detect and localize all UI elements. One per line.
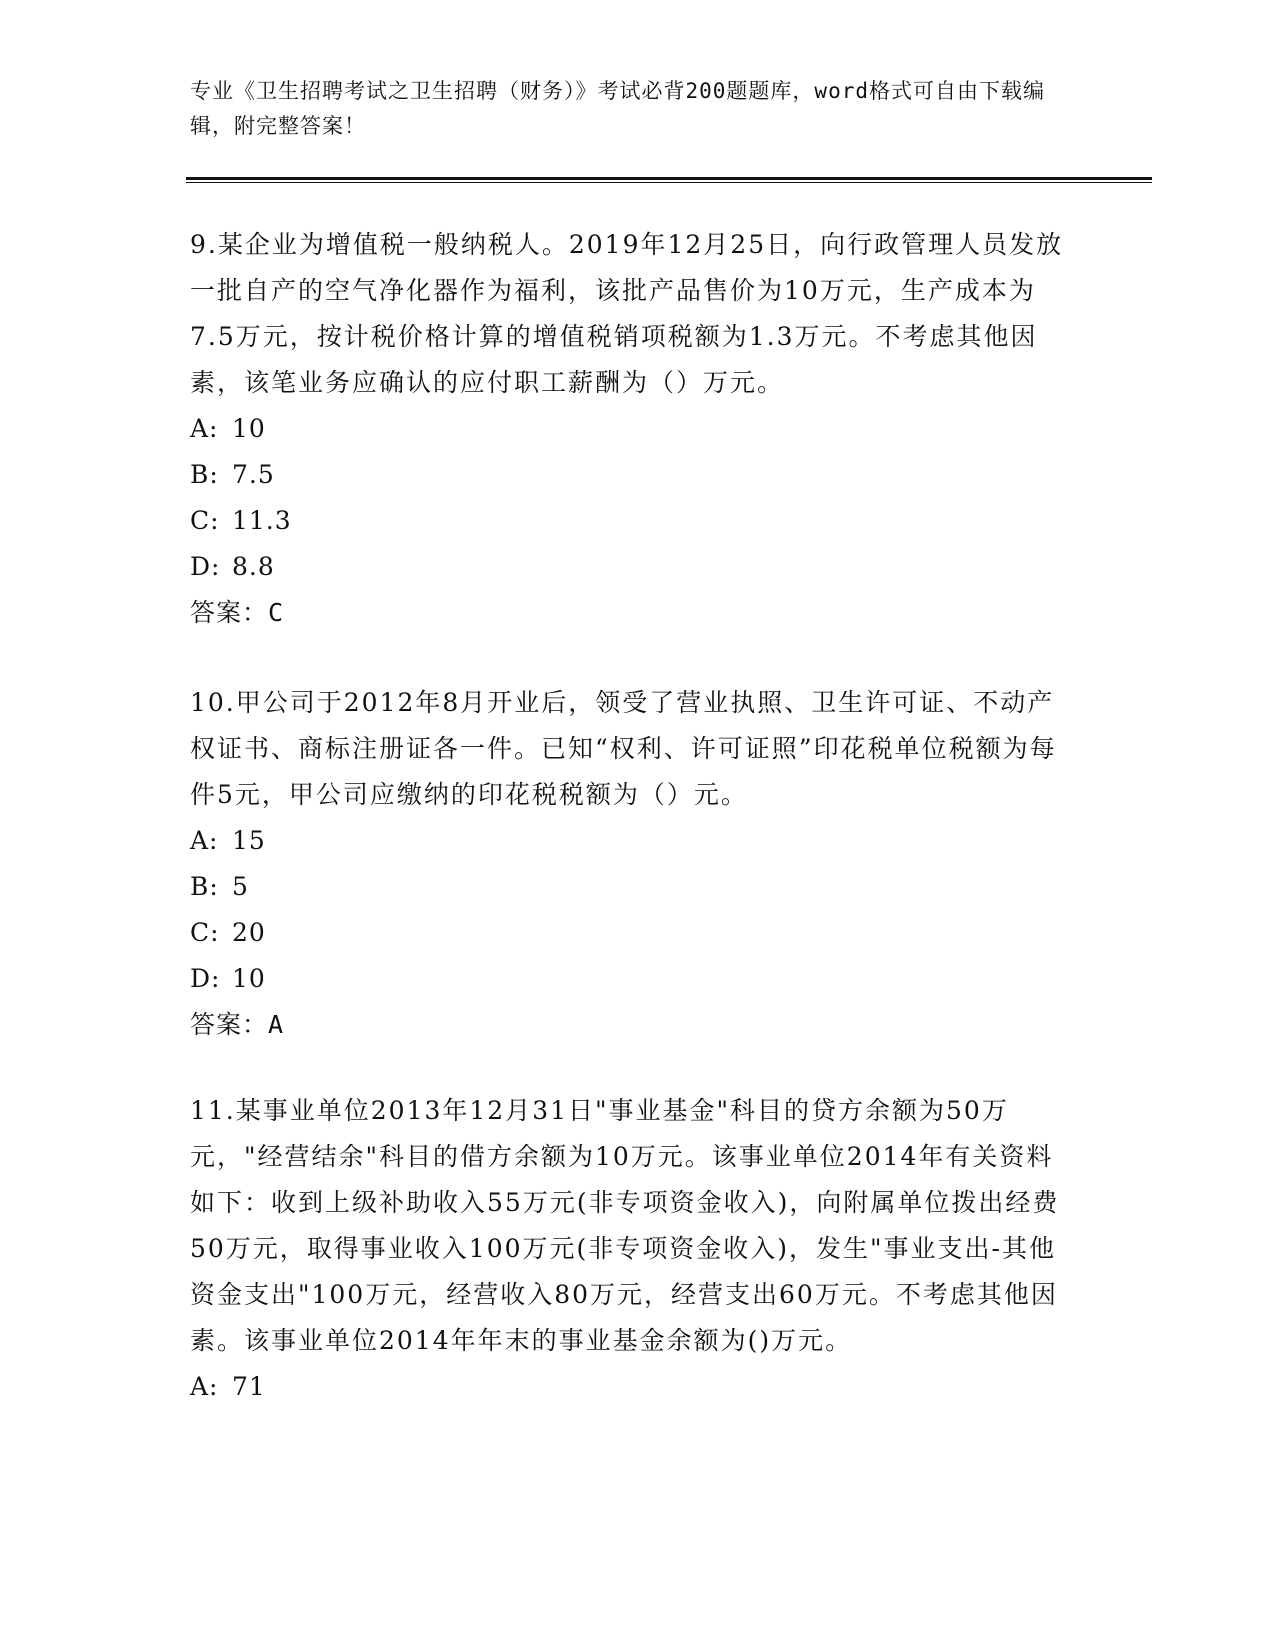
question-text: 10.甲公司于2012年8月开业后，领受了营业执照、卫生许可证、不动产权证书、商标注册证各一件。已知“权利、许可证照”印花税单位税额为每件5元，甲公司应缴纳的印花税税额为（）元。 — [190, 688, 1057, 809]
question-text: 9.某企业为增值税一般纳税人。2019年12月25日，向行政管理人员发放一批自产的空气净化器作为福利，该批产品售价为10万元，生产成本为7.5万元，按计税价格计算的增值税销项税额为1.3万元。不考虑其他因素，该笔业务应确认的应付职工薪酬为（）万元。 — [190, 230, 1064, 397]
option-value: 15 — [232, 826, 266, 855]
option-label: C: — [190, 506, 220, 535]
option-a — [190, 1364, 1080, 1410]
header-divider-thin — [186, 182, 1152, 183]
answer: 答案：C — [190, 598, 285, 627]
document-header: 专业《卫生招聘考试之卫生招聘（财务）》考试必背200题题库，word格式可自由下载编辑，附完整答案！ — [190, 79, 1045, 138]
answer: 答案：A — [190, 1010, 285, 1039]
option-a — [190, 406, 1080, 452]
option-value: 10 — [232, 414, 266, 443]
option-c — [190, 910, 1080, 956]
option-value: 7.5 — [232, 460, 275, 489]
option-b — [190, 452, 1080, 498]
header-divider-thick — [186, 177, 1152, 180]
option-label: B: — [190, 872, 219, 901]
option-a — [190, 818, 1080, 864]
question-text: 11.某事业单位2013年12月31日"事业基金"科目的贷方余额为50万元，"经营结余"科目的借方余额为10万元。该事业单位2014年有关资料如下：收到上级补助收入55万元(非专项资金收入)，向附属单位拨出经费50万元，取得事业收入100万元(非专项资金收入)，发生"事业支出-其他资金支出"100万元，经营收入80万元，经营支出60万元。不考虑其他因素。该事业单位2014年年末的事业基金余额为()万元。 — [190, 1096, 1060, 1355]
question-9 — [190, 222, 1080, 636]
option-label: A: — [190, 414, 219, 443]
option-label: A: — [190, 1372, 219, 1401]
option-value: 10 — [232, 964, 266, 993]
option-value: 5 — [232, 872, 249, 901]
option-c — [190, 498, 1080, 544]
option-value: 71 — [232, 1372, 266, 1401]
question-11 — [190, 1088, 1080, 1410]
option-value: 20 — [232, 918, 266, 947]
option-label: B: — [190, 460, 219, 489]
option-b — [190, 864, 1080, 910]
option-d — [190, 956, 1080, 1002]
option-label: D: — [190, 552, 221, 581]
option-value: 11.3 — [232, 506, 292, 535]
option-label: C: — [190, 918, 220, 947]
option-label: D: — [190, 964, 221, 993]
question-10 — [190, 680, 1080, 1048]
option-label: A: — [190, 826, 219, 855]
option-d — [190, 544, 1080, 590]
option-value: 8.8 — [232, 552, 275, 581]
